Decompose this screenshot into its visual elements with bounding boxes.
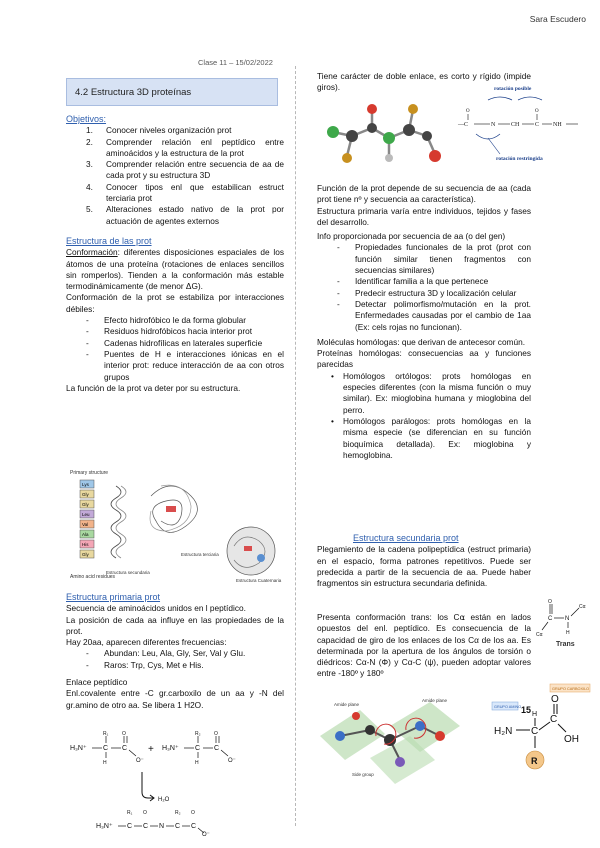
svg-text:+: + (148, 744, 154, 755)
interacciones-list (66, 315, 284, 383)
svg-text:R₂: R₂ (195, 731, 201, 737)
primaria-p1: Secuencia de aminoácidos unidos en l peptídico. (66, 603, 246, 614)
list-item: - Detectar polimorfismo/mutación en la prot. Enfermedades causadas por el cambio de 1aa (Ex: cels rojas no funcionan). (317, 299, 531, 333)
estabiliza-paragraph: Conformación de la prot se estabiliza por interacciones débiles: (66, 292, 284, 314)
grupo-carboxilo-label: GRUPO CARBOXILO (552, 687, 590, 691)
svg-text:CH: CH (511, 122, 520, 128)
left-column (66, 114, 284, 394)
svg-text:C: C (548, 616, 553, 622)
residue-label: Gly (82, 502, 89, 507)
protein-levels-figure (66, 466, 284, 586)
residue-label: Gly (82, 492, 89, 497)
helix-drawing (111, 486, 126, 558)
homologas-paragraph: Moléculas homólogas: que derivan de antecesor común. (317, 336, 526, 347)
quaternary-drawing (227, 527, 275, 575)
svg-text:O⁻: O⁻ (202, 832, 210, 836)
conformacion-paragraph: Conformación: diferentes disposiciones espaciales de los átomos de una proteína (rotaciones de enlaces sencillos sin romperlos). Tienden a la conformación más estable termodinámicamente (de menor ΔG). (66, 247, 284, 292)
residue-label: His (82, 542, 89, 547)
rotation-diagram (448, 82, 588, 174)
svg-text:N: N (159, 823, 165, 830)
funcion-secuencia-paragraph: Función de la prot depende de su secuencia de aa (cada prot tiene nº y secuencia aa característica). (317, 183, 531, 205)
tertiary-label: Estructura terciaria (181, 552, 219, 557)
svg-text:R₁: R₁ (127, 810, 133, 816)
residue-label: Lys (82, 482, 89, 487)
svg-text:C: C (122, 745, 128, 752)
primaria-p3: Hay 20aa, aparecen diferentes frecuencias: (66, 637, 227, 648)
amide-plane-diagram (310, 696, 490, 792)
grupo-amino-label: GRUPO AMINO (494, 705, 522, 709)
list-item: 2. Comprender relación enl peptídico entre aminoácidos y la estructura de la prot (86, 136, 284, 158)
list-item: - Efecto hidrofóbico le da forma globular (66, 315, 284, 326)
r-group-label: R (531, 756, 538, 766)
svg-text:O: O (214, 731, 218, 737)
class-date: Clase 11 – 15/02/2022 (198, 58, 273, 67)
svg-text:C: C (195, 745, 201, 752)
svg-text:C: C (175, 823, 181, 830)
svg-text:O: O (466, 109, 470, 114)
list-item: 1. Conocer niveles organización prot (86, 125, 232, 136)
doble-enlace-paragraph: Tiene carácter de doble enlace, es corto y rígido (impide giros). (317, 71, 531, 93)
page-number: 15 (521, 705, 532, 715)
svg-text:NH: NH (553, 122, 562, 128)
secundaria-p2: Presenta conformación trans: los C⍺ están en lados opuestos del enl. peptídico. Es consecuencia de la capacidad de giro de los enlaces de los Cα de los aa. Es determinada por la apertura de los ángulos de torsión o diédricos: Cα-N (Φ) y Cα-C (ψ), pueden adoptar valores entre -180º y 180º (317, 612, 531, 679)
rotacion-posible-label: rotación posible (494, 86, 532, 92)
svg-text:C: C (103, 745, 109, 752)
svg-text:C: C (535, 122, 540, 128)
svg-text:H₂N: H₂N (494, 726, 513, 737)
proteinas-homologas-paragraph: Proteínas homólogas: consecuencias aa y funciones parecidas (317, 348, 531, 370)
list-item: - Predecir estructura 3D y localización celular (317, 288, 531, 299)
amide-plane-label-1: Amide plane (334, 702, 360, 707)
svg-text:H: H (195, 760, 199, 766)
svg-text:O⁻: O⁻ (228, 758, 236, 764)
svg-text:C: C (550, 714, 558, 725)
svg-text:H: H (532, 711, 538, 718)
list-item: - Raros: Trp, Cys, Met e His. (66, 660, 284, 671)
svg-text:Cα: Cα (536, 632, 543, 638)
quaternary-label: Estructura Cuaternaria (236, 578, 282, 583)
svg-text:—C: —C (458, 122, 469, 128)
secondary-label: Estructura secundaria (106, 570, 150, 575)
list-item: - Puentes de H e interacciones iónicas en el interior prot: reduce interacción de aa con otros grupos (66, 349, 284, 383)
estructura-heading: Estructura de las prot (66, 235, 152, 246)
section-title-box (66, 78, 278, 106)
svg-text:O⁻: O⁻ (136, 758, 144, 764)
list-item: - Cadenas hidrofílicas en laterales superficie (66, 338, 284, 349)
objetivos-heading: Objetivos: (66, 114, 107, 124)
residue-label: Leu (82, 512, 90, 517)
list-item: 3. Comprender relación entre secuencia de aa de cada prot y su estructura 3D (86, 159, 284, 181)
svg-text:H₃N⁺: H₃N⁺ (70, 745, 87, 752)
trans-diagram (534, 598, 594, 650)
svg-text:O: O (122, 731, 126, 737)
svg-text:O: O (191, 810, 195, 816)
svg-text:C: C (531, 726, 539, 737)
list-item: - Identificar familia a la que pertenece (317, 276, 531, 287)
svg-text:C: C (214, 745, 220, 752)
svg-text:OH: OH (564, 734, 579, 745)
trans-label: Trans (556, 641, 575, 648)
enlace-title: Enlace peptídico (66, 677, 128, 688)
svg-text:Cα: Cα (579, 604, 586, 610)
list-item: • Homólogos parálogos: prots homólogas en la misma especie (se diferencian en su función bioquímica detallada). Ex: mioglobina y hemoglobina. (317, 416, 531, 461)
side-group-label: Side group (352, 772, 374, 777)
svg-text:N: N (491, 122, 496, 128)
svg-text:H₃N⁺: H₃N⁺ (96, 823, 113, 830)
info-list (317, 242, 531, 332)
amino-acid-diagram (490, 682, 594, 782)
svg-text:C: C (127, 823, 133, 830)
peptide-reaction-diagram (66, 730, 286, 836)
svg-text:H: H (566, 630, 570, 636)
svg-text:H: H (103, 760, 107, 766)
svg-text:O: O (551, 694, 559, 705)
residue-chain (80, 480, 94, 558)
primaria-heading: Estructura primaria prot (66, 592, 161, 602)
objetivos-list (66, 125, 284, 227)
primary-structure-label: Primary structure (70, 470, 109, 476)
list-item: - Propiedades funcionales de la prot (prot con función similar tienen fragmentos con secuencias similares) (317, 242, 531, 276)
tertiary-drawing (150, 485, 197, 532)
secundaria-section (317, 533, 531, 589)
varia-paragraph: Estructura primaria varía entre individuos, tejidos y fases del desarrollo. (317, 205, 531, 227)
svg-text:C: C (191, 823, 197, 830)
primaria-p2: La posición de cada aa influye en las propiedades de la prot. (66, 614, 284, 636)
residue-label: Val (82, 522, 89, 527)
svg-text:C: C (143, 823, 149, 830)
column-divider (295, 66, 296, 826)
list-item: - Abundan: Leu, Ala, Gly, Ser, Val y Glu. (66, 648, 284, 659)
rotacion-restringida-label: rotación restringida (496, 156, 543, 162)
secundaria-p2-box (317, 612, 531, 680)
funcion-paragraph: La función de la prot va deter por su estructura. (66, 382, 241, 393)
frecuencias-list (66, 648, 284, 671)
svg-text:O: O (143, 810, 147, 816)
info-paragraph: Info proporcionada por secuencia de aa (o del gen) (317, 231, 506, 242)
secundaria-heading: Estructura secundaria prot (353, 533, 459, 543)
list-item: • Homólogos ortólogos: prots homólogas en especies diferentes (con la misma función o muy similar). Ex: mioglobina humana y mioglobina del perro. (317, 371, 531, 416)
enlace-text: Enl.covalente entre -C gr.carboxilo de un aa y -N del gr.amino de otro aa. Se libera 1 H2O. (66, 688, 284, 710)
homologos-list (317, 371, 531, 461)
svg-text:H₃N⁺: H₃N⁺ (162, 745, 179, 752)
secundaria-p1: Plegamiento de la cadena polipeptídica (estruct primaria) en el espacio, forma patrones repetitivos. Puede ser predecida a partir de la secuencia de aa. Puede haber fragmentos sin estructura secundaria definida. (317, 544, 531, 589)
section-title: 4.2 Estructura 3D proteínas (75, 86, 192, 98)
svg-text:O: O (548, 599, 552, 605)
amino-residues-label: Amino acid residues (70, 574, 116, 580)
list-item: 5. Alteraciones estado nativo de la prot por actuación de agentes externos (86, 204, 284, 226)
residue-label: Ala (82, 532, 89, 537)
list-item: - Residuos hidrofóbicos hacia interior prot (66, 326, 284, 337)
h2o-label: H₂O (158, 797, 170, 803)
author-name: Sara Escudero (529, 14, 586, 24)
residue-label: Gly (82, 552, 89, 557)
right-column-main (317, 183, 531, 461)
list-item: 4. Conocer tipos enl que estabilican estruct terciaria prot (86, 181, 284, 204)
svg-text:O: O (535, 109, 539, 114)
peptide-3d-model (317, 98, 447, 176)
amide-plane-label-2: Amide plane (422, 698, 448, 703)
svg-text:N: N (565, 616, 570, 622)
svg-text:R₂: R₂ (175, 810, 181, 816)
svg-text:R₁: R₁ (103, 731, 109, 737)
primaria-section (66, 592, 284, 711)
